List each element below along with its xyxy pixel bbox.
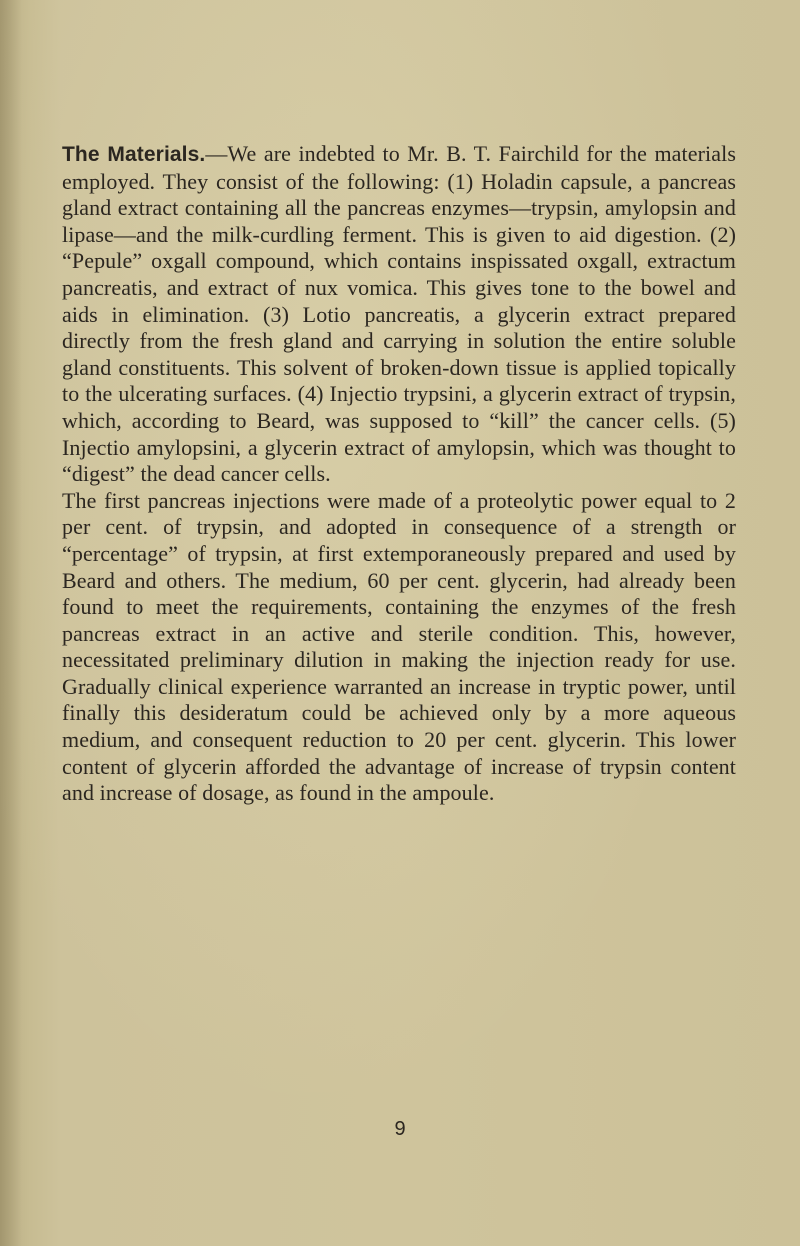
body-text	[62, 141, 736, 807]
paragraph-materials	[62, 141, 736, 488]
paragraph-injections: The first pancreas injections were made of a proteolytic power equal to 2 per cent. of trypsin, and adopted in consequence of a strength or “percentage” of trypsin, at first extemporaneously prepared and used by Beard and others. The medium, 60 per cent. glycerin, had already been found to meet the requirements, containing the enzymes of the fresh pancreas extract in an active and sterile condition. This, however, necessitated preliminary dilution in making the injection ready for use. Gradually clinical experience warranted an increase in tryptic power, until finally this desideratum could be achieved only by a more aqueous medium, and consequent reduction to 20 per cent. glycerin. This lower content of glycerin afforded the advantage of increase of trypsin content and increase of dosage, as found in the ampoule.	[62, 487, 736, 806]
paragraph-1-text: —We are indebted to Mr. B. T. Fairchild for the materials employed. They consist of the following: (1) Holadin capsule, a pancreas gland extract containing all the pancreas enzymes—trypsin, amylopsin and lipase—and the milk-curdling ferment. This is given to aid digestion. (2) “Pepule” oxgall compound, which contains inspissated oxgall, extractum pancreatis, and extract of nux vomica. This gives tone to the bowel and aids in elimination. (3) Lotio pancreatis, a glycerin extract prepared directly from the fresh gland and carrying in solution the entire soluble gland constituents. This solvent of broken-down tissue is applied topically to the ulcerating surfaces. (4) Injectio trypsini, a glycerin extract of trypsin, which, according to Beard, was supposed to “kill” the cancer cells. (5) Injectio amylopsini, a glycerin extract of amylopsin, which was thought to “digest” the dead cancer cells.	[62, 141, 736, 487]
section-heading: The Materials.	[62, 143, 206, 166]
page-edge-shadow	[0, 0, 22, 1246]
page-number: 9	[394, 1118, 406, 1140]
